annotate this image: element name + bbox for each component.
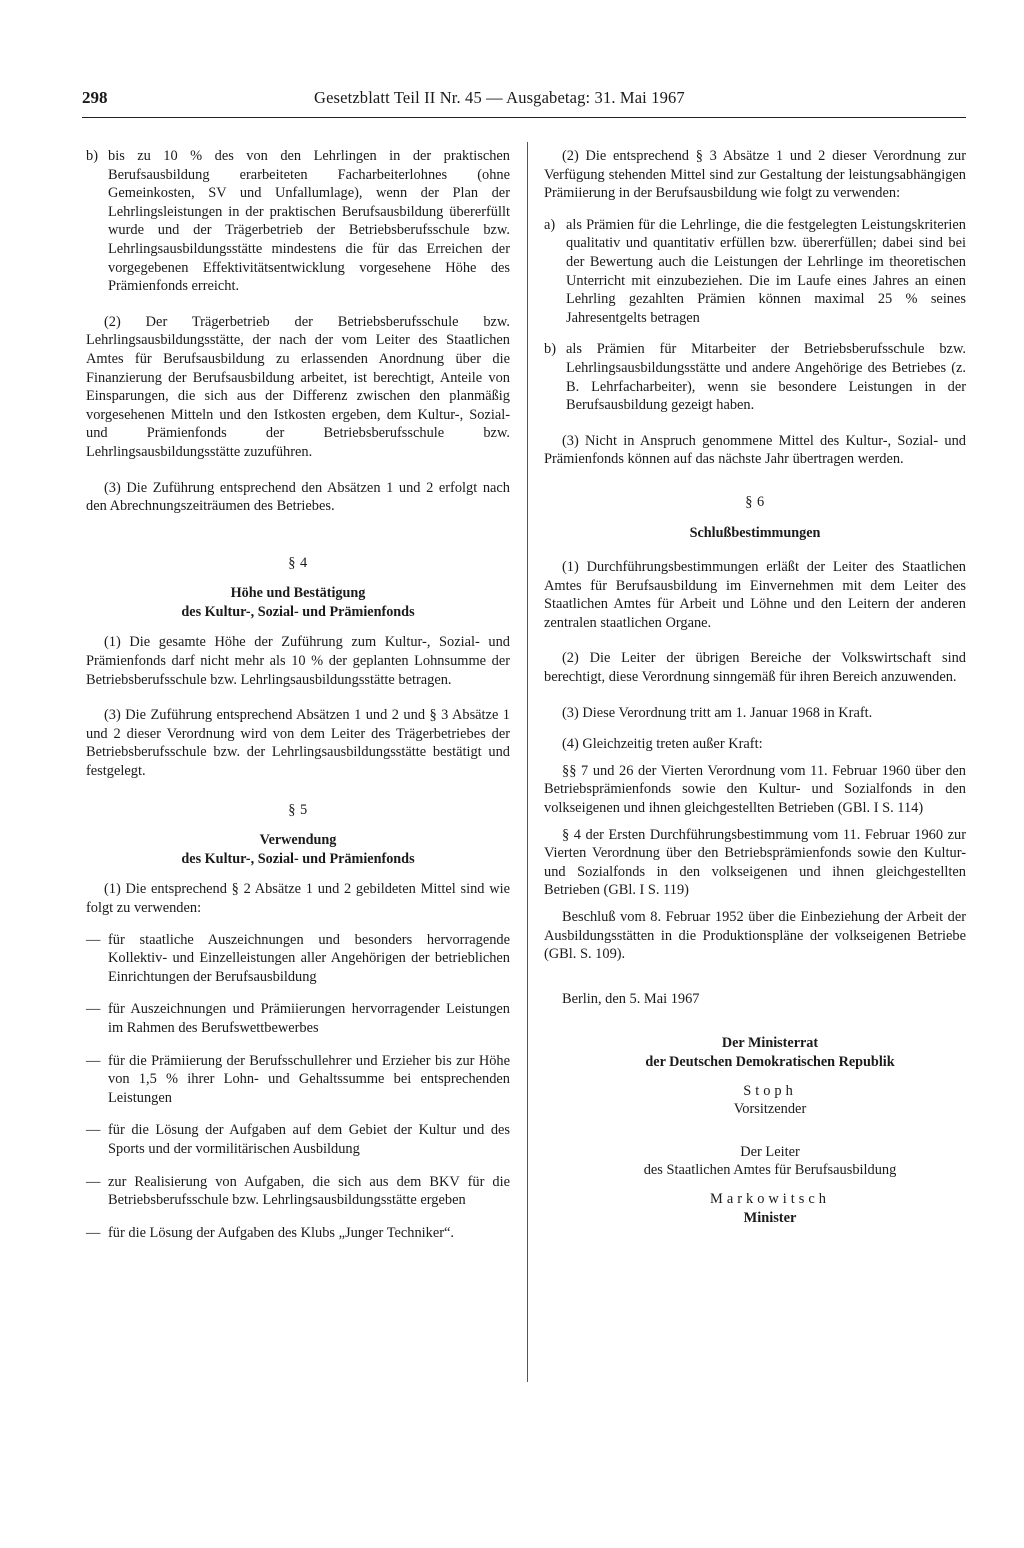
item-marker: b) <box>544 341 556 358</box>
section-title: Verwendung <box>259 832 337 849</box>
list-item-text: für die Lösung der Aufgaben auf dem Gebiet der Kultur und des Sports und der vormilitärischen Ausbildung <box>108 1122 510 1157</box>
paragraph: (3) Nicht in Anspruch genommene Mittel des Kultur-, Sozial- und Prämienfonds können auf das nächste Jahr übertragen werden. <box>544 432 966 468</box>
repeal-clause: Beschluß vom 8. Februar 1952 über die Einbeziehung der Arbeit der Ausbildungsstätten in die Produktionspläne der volkseigenen Betriebe (GBl. S. 109). <box>544 909 966 963</box>
dash-marker: — <box>86 1224 101 1241</box>
list-item-text: zur Realisierung von Aufgaben, die sich aus dem BKV für die Betriebsberufsschule bzw. Lehrlingsausbildungsstätte ergeben <box>108 1173 510 1209</box>
paragraph: (3) Die Zuführung entsprechend Absätzen 1 und 2 und § 3 Absätze 1 und 2 dieser Verordnung wird von dem Leiter des Trägerbetriebes der Betriebsberufsschule bzw. der Lehrlingsausbildungsstätte bestätigt und festgelegt. <box>86 707 510 780</box>
section-title: Schlußbestimmungen <box>689 524 821 541</box>
dash-marker: — <box>86 931 101 948</box>
list-item <box>86 931 510 987</box>
left-column <box>86 147 510 1256</box>
right-column <box>544 147 966 1227</box>
item-text: als Prämien für die Lehrlinge, die die festgelegten Leistungskriterien qualitativ und quantitativ erfüllen bzw. übererfüllen; dabei sind bei der Bewertung auch die Leistungen der Lehrlinge im theoretischen Unterricht mit einzubeziehen. Die im Laufe eines Jahres an einen Lehrling gezahlten Prämien können maximal 25 % seines Jahresentgelts betragen <box>566 216 966 326</box>
paragraph: (3) Diese Verordnung tritt am 1. Januar 1968 in Kraft. <box>562 704 873 721</box>
dash-marker: — <box>86 1052 101 1069</box>
list-item-b <box>86 147 510 296</box>
page-header <box>82 84 966 118</box>
column-divider <box>527 142 528 1382</box>
authority-name: der Deutschen Demokratischen Republik <box>645 1053 895 1070</box>
section-number: § 6 <box>745 493 765 510</box>
dash-marker: — <box>86 1001 101 1018</box>
list-item <box>86 1121 510 1158</box>
paragraph: (2) Die entsprechend § 3 Absätze 1 und 2 dieser Verordnung zur Verfügung stehenden Mittel sind zur Gestaltung der leistungsabhängigen Prämiierung in der Berufsausbildung wie folgt zu verwenden: <box>544 148 966 202</box>
item-marker: a) <box>544 216 556 233</box>
paragraph: (2) Die Leiter der übrigen Bereiche der Volkswirtschaft sind berechtigt, diese Verordnung sinngemäß für ihren Bereich anzuwenden. <box>544 650 966 686</box>
list-item <box>86 1173 510 1210</box>
list-item-b <box>544 340 966 414</box>
paragraph: (3) Die Zuführung entsprechend den Absätzen 1 und 2 erfolgt nach den Abrechnungszeiträumen des Betriebes. <box>86 479 510 515</box>
signer-role: Der Leiter <box>740 1143 800 1160</box>
list-item-text: für die Lösung der Aufgaben des Klubs „Junger Techniker“. <box>108 1224 454 1241</box>
paragraph: (4) Gleichzeitig treten außer Kraft: <box>562 736 763 753</box>
running-head: Gesetzblatt Teil II Nr. 45 — Ausgabetag: 31. Mai 1967 <box>314 88 685 107</box>
signer-title: Minister <box>743 1209 797 1226</box>
header-rule <box>82 117 966 118</box>
list-item-text: für Auszeichnungen und Prämiierungen hervorragender Leistungen im Rahmen des Berufswettbewerbes <box>108 1001 510 1036</box>
dash-marker: — <box>86 1122 101 1139</box>
page-number: 298 <box>82 88 108 107</box>
dash-marker: — <box>86 1173 101 1190</box>
signer-title: Vorsitzender <box>733 1101 807 1118</box>
signer-name: Markowitsch <box>710 1190 830 1207</box>
item-text: bis zu 10 % des von den Lehrlingen in der praktischen Berufsausbildung erarbeiteten Facharbeiterlohnes (ohne Gemeinkosten, SV und Unfallumlage), wenn der Plan der Lehrlingsleistungen in der praktischen Berufsausbildung übererfüllt wurde und der Trägerbetrieb der Betriebsberufsschule bzw. Lehrlingsausbildungsstätte mindestens die für das Erreichen der vorgegebenen Effektivitätsentwicklung vorgesehene Höhe des Prämienfonds erreicht. <box>108 148 510 295</box>
list-item-text: für die Prämiierung der Berufsschullehrer und Erzieher bis zur Höhe von 1,5 % ihrer Lohn- und Gehaltssumme bei entsprechenden Leistungen <box>108 1052 510 1106</box>
list-item-a <box>544 216 966 328</box>
paragraph: (2) Der Trägerbetrieb der Betriebsberufsschule bzw. Lehrlingsausbildungsstätte, der nach der vom Leiter des Staatlichen Amtes für Berufsausbildung zu erlassenden Anordnung über die Finanzierung der Berufsausbildung arbeitet, ist berechtigt, Anteile von Einsparungen, die sich aus der Differenz zwischen den planmäßig vorgesehenen Mitteln und den Istkosten ergeben, dem Kultur-, Sozial- und Prämienfonds der Betriebsberufsschule bzw. Lehrlingsausbildungsstätte zuzuführen. <box>86 313 510 460</box>
item-text: als Prämien für Mitarbeiter der Betriebsberufsschule bzw. Lehrlingsausbildungsstätte und andere Angehörige des Betriebes (z. B. Lehrfacharbeiter), wenn sie besondere Leistungen in der Berufsausbildung gezeigt haben. <box>566 341 966 414</box>
repeal-clause: §§ 7 und 26 der Vierten Verordnung vom 11. Februar 1960 über den Betriebsprämienfonds sowie den Kultur- und Sozialfonds in den volkseigenen und ihnen gleichgestellten Betrieben (GBl. I S. 114) <box>544 762 966 817</box>
list-item-text: für staatliche Auszeichnungen und besonders hervorragende Kollektiv- und Einzelleistungen aller Angehörigen der betrieblichen Einrichtungen der Berufsausbildung <box>108 931 510 985</box>
section-title: des Kultur-, Sozial- und Prämienfonds <box>181 603 415 620</box>
section-title: Höhe und Bestätigung <box>230 585 366 602</box>
paragraph: (1) Die entsprechend § 2 Absätze 1 und 2 gebildeten Mittel sind wie folgt zu verwenden: <box>86 881 510 916</box>
signer-role: des Staatlichen Amtes für Berufsausbildung <box>643 1162 897 1179</box>
signature-block <box>574 1034 966 1227</box>
authority-name: Der Ministerrat <box>721 1035 819 1052</box>
section-number: § 5 <box>288 801 308 818</box>
list-item <box>86 1000 510 1037</box>
item-marker: b) <box>86 148 98 164</box>
list-item <box>86 1052 510 1108</box>
signer-name: Stoph <box>743 1082 797 1099</box>
repeal-clause: § 4 der Ersten Durchführungsbestimmung vom 11. Februar 1960 zur Vierten Verordnung über den Betriebsprämienfonds sowie den Kultur- und Sozialfonds in den volkseigenen und ihnen gleichgestellten Betrieben (GBl. I S. 119) <box>544 826 966 899</box>
place-date: Berlin, den 5. Mai 1967 <box>562 990 700 1007</box>
section-title: des Kultur-, Sozial- und Prämienfonds <box>181 850 415 867</box>
list-item <box>86 1224 510 1243</box>
paragraph: (1) Durchführungsbestimmungen erläßt der Leiter des Staatlichen Amtes für Berufsausbildung im Einvernehmen mit dem Leiter des Staatlichen Amtes für Arbeit und Löhne und den Leitern der anderen zentralen staatlichen Organe. <box>544 559 966 631</box>
paragraph: (1) Die gesamte Höhe der Zuführung zum Kultur-, Sozial- und Prämienfonds darf nicht mehr als 10 % der geplanten Lohnsumme der Betriebsberufsschule bzw. Lehrlingsausbildungsstätte betragen. <box>86 634 510 688</box>
section-number: § 4 <box>288 554 308 571</box>
